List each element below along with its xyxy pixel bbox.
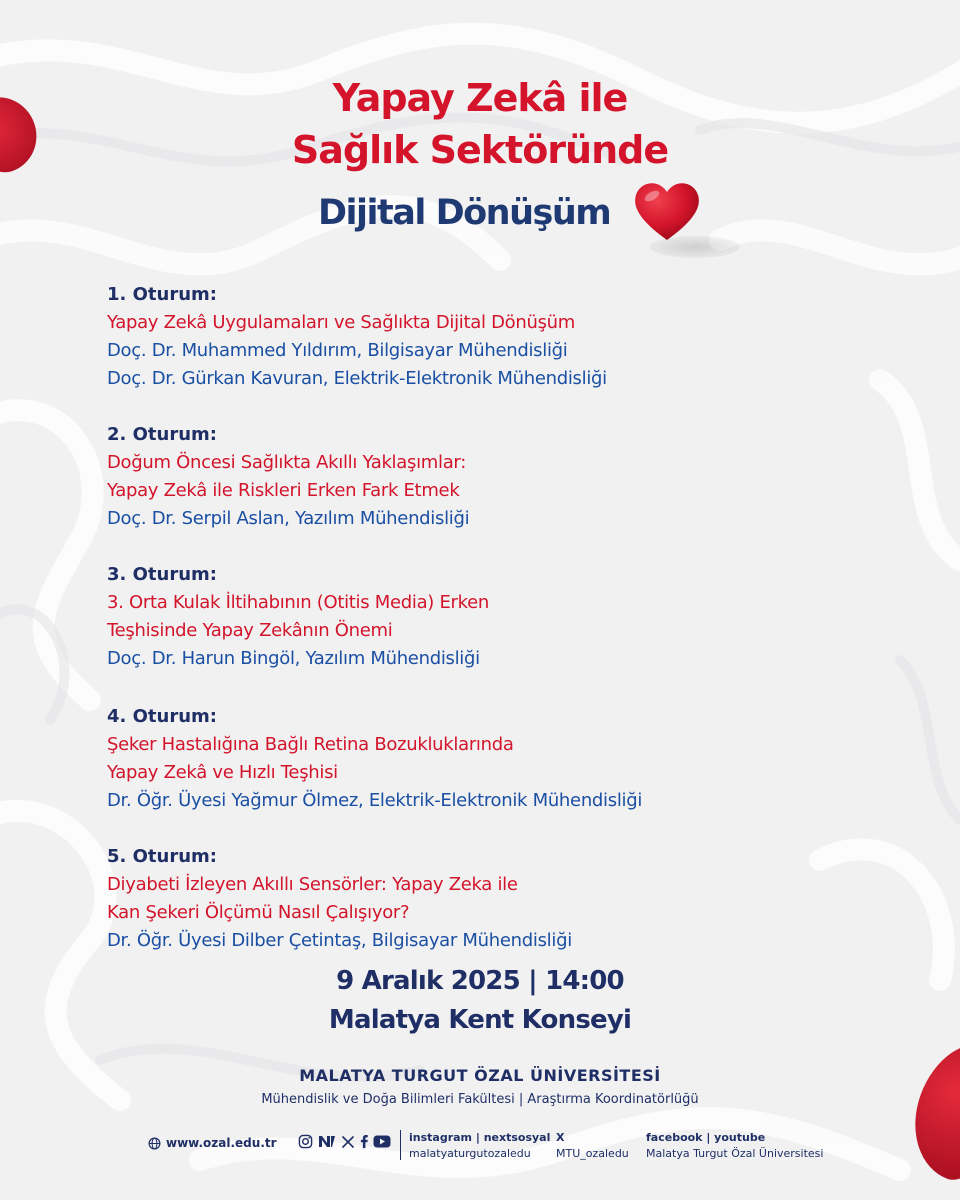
youtube-icon[interactable] [373,1135,391,1151]
session-topic: Teşhisinde Yapay Zekânın Önemi [107,620,393,641]
x-account[interactable] [556,1130,629,1162]
session-2 [107,421,867,533]
facebook-icon[interactable] [359,1134,369,1152]
globe-icon [148,1137,161,1150]
footer-divider [400,1130,401,1160]
session-speaker: Doç. Dr. Muhammed Yıldırım, Bilgisayar Mühendisliği [107,340,568,361]
instagram-icon[interactable] [298,1134,313,1152]
session-list [107,281,867,983]
account-handle: MTU_ozaledu [556,1147,629,1160]
session-speaker: Doç. Dr. Harun Bingöl, Yazılım Mühendisliği [107,648,480,669]
session-topic: Doğum Öncesi Sağlıkta Akıllı Yaklaşımlar: [107,452,466,473]
session-speaker: Dr. Öğr. Üyesi Yağmur Ölmez, Elektrik-Elektronik Mühendisliği [107,790,643,811]
footer [0,1128,960,1168]
university-name: MALATYA TURGUT ÖZAL ÜNİVERSİTESİ [299,1066,661,1085]
session-speaker: Dr. Öğr. Üyesi Dilber Çetintaş, Bilgisayar Mühendisliği [107,930,572,951]
social-icons [298,1134,391,1152]
session-heading: 4. Oturum: [107,706,217,727]
session-heading: 2. Oturum: [107,424,217,445]
website-link[interactable] [148,1136,277,1150]
event-date-time: 9 Aralık 2025 | 14:00 [336,966,624,996]
account-handle: Malatya Turgut Özal Üniversitesi [646,1147,824,1160]
heart-icon [632,178,702,244]
account-handle: malatyaturgutozaledu [409,1147,531,1160]
session-heading: 5. Oturum: [107,846,217,867]
title-line-2: Sağlık Sektöründe [291,128,669,172]
session-4 [107,703,867,815]
session-5 [107,843,867,955]
title-line-1: Yapay Zekâ ile [332,76,628,120]
session-1 [107,281,867,393]
session-topic: Diyabeti İzleyen Akıllı Sensörler: Yapay Zeka ile [107,874,518,895]
account-label: X [556,1131,565,1144]
facebook-youtube-account[interactable] [646,1130,823,1162]
session-heading: 3. Oturum: [107,564,217,585]
session-topic: Yapay Zekâ ve Hızlı Teşhisi [107,762,338,783]
account-label: instagram | nextsosyal [409,1131,551,1144]
title-line-3: Dijital Dönüşüm [318,193,611,233]
session-speaker: Doç. Dr. Gürkan Kavuran, Elektrik-Elektronik Mühendisliği [107,368,607,389]
session-heading: 1. Oturum: [107,284,217,305]
website-url: www.ozal.edu.tr [166,1136,277,1150]
account-label: facebook | youtube [646,1131,766,1144]
session-3 [107,561,867,673]
instagram-nextsosyal-account[interactable] [409,1130,550,1162]
event-venue: Malatya Kent Konseyi [328,1005,632,1035]
x-icon[interactable] [341,1135,355,1152]
session-topic: Yapay Zekâ ile Riskleri Erken Fark Etmek [107,480,460,501]
session-topic: Şeker Hastalığına Bağlı Retina Bozukluklarında [107,734,514,755]
session-topic: 3. Orta Kulak İltihabının (Otitis Media) Erken [107,592,489,613]
nextsosyal-icon[interactable] [317,1134,337,1152]
university-units: Mühendislik ve Doğa Bilimleri Fakültesi | Araştırma Koordinatörlüğü [261,1092,699,1107]
session-topic: Kan Şekeri Ölçümü Nasıl Çalışıyor? [107,902,410,923]
session-topic: Yapay Zekâ Uygulamaları ve Sağlıkta Dijital Dönüşüm [107,312,576,333]
session-speaker: Doç. Dr. Serpil Aslan, Yazılım Mühendisliği [107,508,470,529]
